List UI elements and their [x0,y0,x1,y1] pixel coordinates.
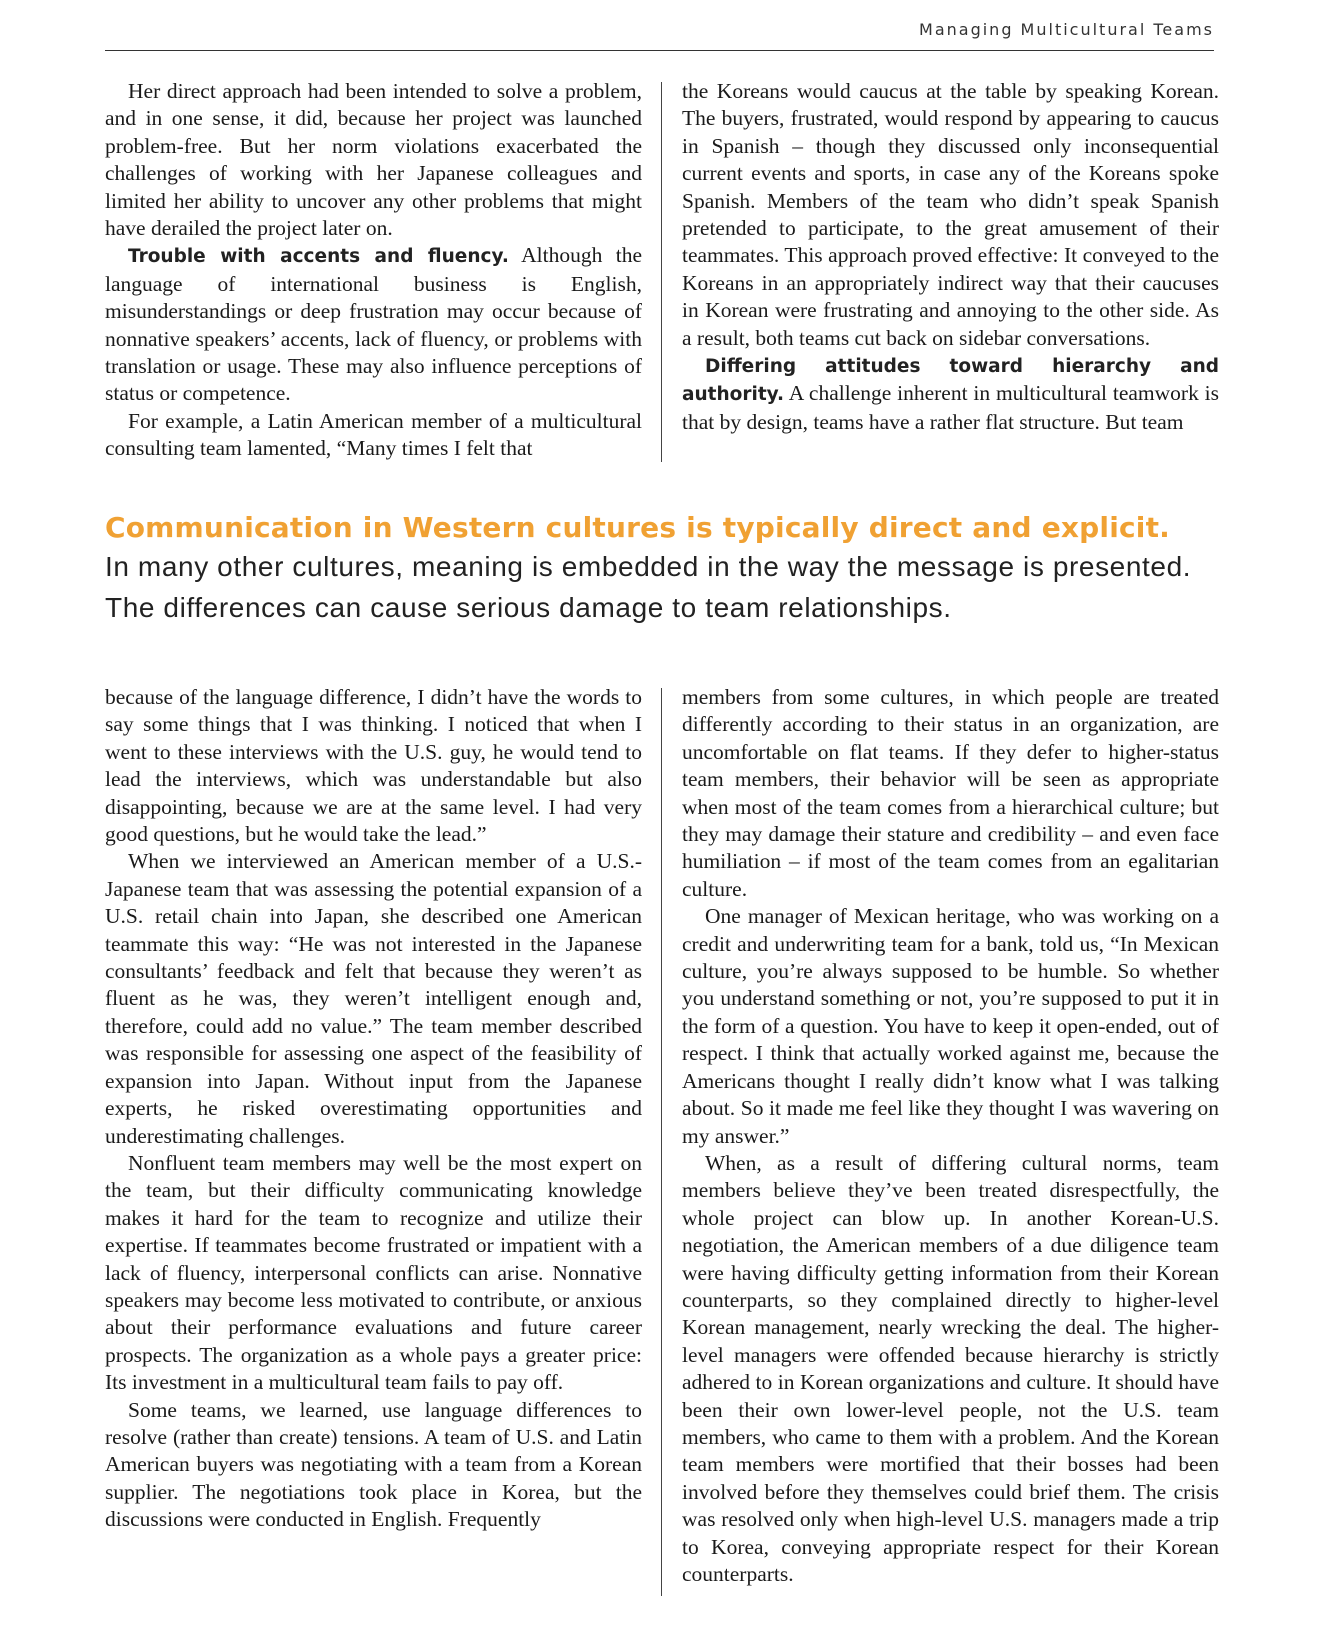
run-in-heading: Trouble with accents and fluency. [128,246,509,268]
paragraph: Some teams, we learned, use language differences to resolve (rather than create) tensions. A team of U.S. and Latin American buyers was negotiating with a team from a Korean supplier. The negotiations took place in Korea, but the discussions were conducted in English. Frequently [105,1397,642,1532]
pull-quote-line: The differences can cause serious damage to team relationships. [105,592,952,623]
paragraph: Her direct approach had been intended to solve a problem, and in one sense, it did, because her project was launched problem-free. But her norm violations exacerbated the challenges of working with her Japanese colleagues and limited her ability to uncover any other problems that might have derailed the project later on. [105,79,642,241]
top-left-column [105,78,642,463]
paragraph [682,352,1219,436]
paragraph: When we interviewed an American member of a U.S.-Japanese team that was assessing the potential expansion of a U.S. retail chain into Japan, she described one American teammate this way: “He was not interested in the Japanese consultants’ feedback and felt that because they weren’t as fluent as he was, they weren’t intelligent enough and, therefore, could add no value.” The team member described was responsible for assessing one aspect of the feasibility of expansion into Japan. Without input from the Japanese experts, he risked overestimating opportunities and underestimating challenges. [105,849,642,1148]
paragraph-text: Although the language of international business is English, misunderstandings or deep frustration may occur because of nonnative speakers’ accents, lack of fluency, or problems with translation or usage. These may also influence perceptions of status or competence. [105,243,642,406]
paragraph: For example, a Latin American member of a multicultural consulting team lamented, “Many times I felt that [105,408,642,461]
paragraph: members from some cultures, in which people are treated differently according to their status in an organization, are uncomfortable on flat teams. If they defer to higher-status team members, their behavior will be seen as appropriate when most of the team comes from a hierarchical culture; but they may damage their stature and credibility – and even face humiliation – if most of the team comes from an egalitarian culture. [682,685,1219,901]
bottom-left-column [105,684,642,1594]
header-rule [105,50,1214,51]
paragraph: Nonfluent team members may well be the most expert on the team, but their difficulty communicating knowledge makes it hard for the team to recognize and utilize their expertise. If teammates become frustrated or impatient with a lack of fluency, interpersonal conflicts can arise. Nonnative speakers may become less motivated to contribute, or anxious about their performance evaluations and future career prospects. The organization as a whole pays a greater price: Its investment in a multicultural team fails to pay off. [105,1150,642,1395]
top-right-column [682,78,1219,463]
paragraph: because of the language difference, I didn’t have the words to say some things that I was thinking. I noticed that when I went to these interviews with the U.S. guy, he would tend to lead the interviews, which was understandable but also disappointing, because we are at the same level. I had very good questions, but he would take the lead.” [105,685,642,847]
run-in-heading: Differing attitudes toward hierarchy and authority. [682,356,1219,406]
paragraph: One manager of Mexican heritage, who was working on a credit and underwriting team for a bank, told us, “In Mexican culture, you’re always supposed to be humble. So whether you understand something or not, you’re supposed to put it in the form of a question. You have to keep it open-ended, out of respect. I think that actually worked against me, because the Americans thought I really didn’t know what I was talking about. So it made me feel like they thought I was wavering on my answer.” [682,904,1219,1148]
paragraph: the Koreans would caucus at the table by speaking Korean. The buyers, frustrated, would respond by appearing to caucus in Spanish – though they discussed only inconsequential current events and sports, in case any of the Koreans spoke Spanish. Members of the team who didn’t speak Spanish pretended to participate, to the great amusement of their teammates. This approach proved effective: It conveyed to the Koreans in an appropriately indirect way that their caucuses in Korean were frustrating and annoying to the other side. As a result, both teams cut back on sidebar conversations. [682,79,1219,350]
paragraph: When, as a result of differing cultural norms, team members believe they’ve been treated disrespectfully, the whole project can blow up. In another Korean-U.S. negotiation, the American members of a due diligence team were having difficulty getting information from their Korean counterparts, so they complained directly to higher-level Korean management, nearly wrecking the deal. The higher-level managers were offended because hierarchy is strictly adhered to in Korean organizations and culture. It should have been their own lower-level people, not the U.S. team members, who came to them with a problem. And the Korean team members were mortified that their bosses had been involved before they themselves could brief them. The crisis was resolved only when high-level U.S. managers made a trip to Korea, conveying appropriate respect for their Korean counterparts. [682,1150,1219,1586]
pull-quote-headline: Communication in Western cultures is typically direct and explicit. [105,511,1171,544]
pull-quote [105,510,1245,628]
running-head: Managing Multicultural Teams [919,20,1214,39]
column-divider [661,82,662,462]
pull-quote-line: In many other cultures, meaning is embedded in the way the message is presented. [105,551,1192,582]
column-divider [661,688,662,1596]
paragraph [105,242,642,407]
paragraph-text: A challenge inherent in multicultural teamwork is that by design, teams have a rather flat structure. But team [682,381,1219,434]
bottom-right-column [682,684,1219,1594]
